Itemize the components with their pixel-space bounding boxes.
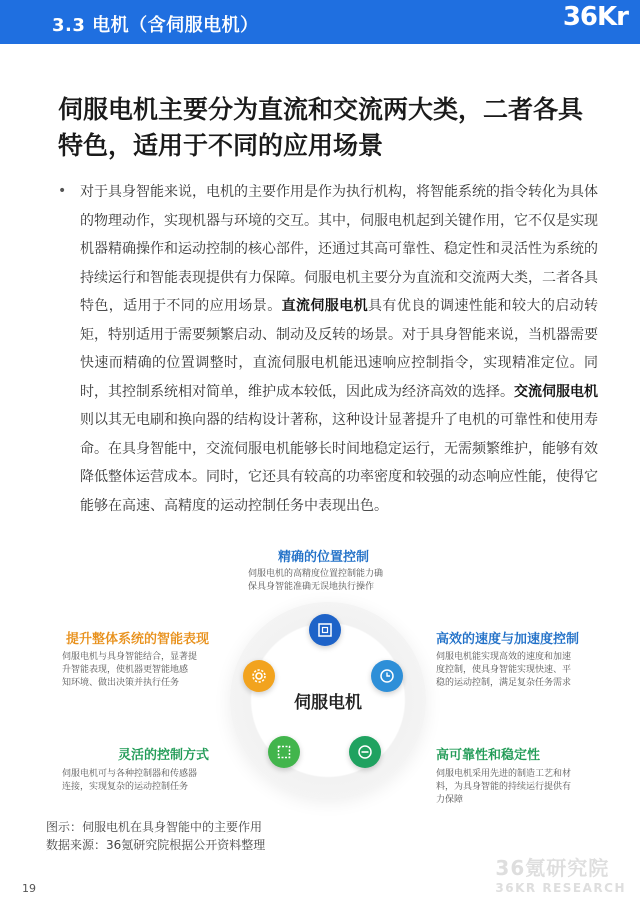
feature-title-intelligence: 提升整体系统的智能表现: [66, 632, 210, 647]
body-text-2: 具有优良的调速性能和较大的启动转矩，特别适用于需要频繁启动、制动及反转的场景。对于具身智能来说，当机器需要快速而精确的位置调整时，直流伺服电机能迅速响应控制指令，实现精准定位。同时，其控制系统相对简单，维护成本较低，因此成为经济高效的选择。: [80, 298, 599, 400]
feature-desc-position-control-1: 伺服电机的高精度位置控制能力确: [248, 569, 384, 579]
diagram-center-label: 伺服电机: [294, 693, 362, 713]
feature-desc-speed-control-2: 度控制，使具身智能实现快速、平: [436, 665, 572, 675]
feature-desc-speed-control-1: 伺服电机能实现高效的速度和加速: [436, 652, 572, 662]
body-paragraph: [80, 178, 598, 520]
watermark-en: 36KR RESEARCH: [495, 881, 626, 895]
feature-title-speed-control: 高效的速度与加速度控制: [436, 632, 580, 647]
feature-title-position-control: 精确的位置控制: [278, 550, 370, 565]
gauge-icon: [349, 736, 381, 768]
feature-desc-reliability-3: 力保障: [436, 795, 464, 805]
servo-role-diagram: [0, 540, 640, 820]
feature-desc-reliability-1: 伺服电机采用先进的制造工艺和材: [436, 769, 572, 779]
body-text-3: 则以其无电刷和换向器的结构设计著称，这种设计显著提升了电机的可靠性和使用寿命。在具身智能中，交流伺服电机能够长时间地稳定运行，无需频繁维护，能够有效降低整体运营成本。同时，它还具有较高的功率密度和较强的动态响应性能，使得它能够在高速、高精度的运动控制任务中表现出色。: [80, 412, 598, 514]
feature-desc-speed-control-3: 稳的运动控制，满足复杂任务需求: [436, 678, 572, 688]
watermark-cn: 36氪研究院: [495, 856, 610, 880]
body-text-1: 对于具身智能来说，电机的主要作用是作为执行机构，将智能系统的指令转化为具体的物理动作，实现机器与环境的交互。其中，伺服电机起到关键作用，它不仅是实现机器精确操作和运动控制的核心部件，还通过其高可靠性、稳定性和灵活性为系统的持续运行和智能表现提供有力保障。伺服电机主要分为直流和交流两大类，二者各具特色，适用于不同的应用场景。: [80, 184, 598, 314]
feature-desc-intelligence-2: 升智能表现，使机器更智能地感: [62, 665, 189, 675]
feature-desc-intelligence-3: 知环境、做出决策并执行任务: [62, 678, 180, 688]
gear-icon: [243, 660, 275, 692]
feature-desc-reliability-2: 料，为具身智能的持续运行提供有: [436, 782, 572, 792]
feature-title-flexible-control: 灵活的控制方式: [118, 748, 210, 763]
figure-caption: 图示：伺服电机在具身智能中的主要作用: [46, 820, 263, 834]
feature-desc-position-control-2: 保具身智能准确无误地执行操作: [248, 582, 375, 592]
section-title: 3.3 电机（含伺服电机）: [52, 15, 259, 36]
feature-desc-intelligence-1: 伺服电机与具身智能结合，显著提: [62, 652, 198, 662]
feature-desc-flexible-control-2: 连接，实现复杂的运动控制任务: [62, 782, 189, 792]
feature-desc-flexible-control-1: 伺服电机可与各种控制器和传感器: [62, 769, 198, 779]
brand-logo: 36Kr: [562, 2, 628, 32]
header-bar: [0, 0, 640, 44]
data-source: 数据来源：36氪研究院根据公开资料整理: [46, 838, 266, 852]
body-bold-dc-servo: 直流伺服电机: [281, 298, 369, 314]
clock-icon: [371, 660, 403, 692]
page-number: 19: [22, 882, 36, 895]
bullet-icon: •: [58, 183, 67, 199]
target-icon: [309, 614, 341, 646]
feature-title-reliability: 高可靠性和稳定性: [436, 748, 541, 763]
frame-icon: [268, 736, 300, 768]
watermark: [495, 852, 626, 895]
page-heading: 伺服电机主要分为直流和交流两大类，二者各具特色，适用于不同的应用场景: [58, 95, 584, 160]
body-bold-ac-servo: 交流伺服电机: [514, 383, 598, 400]
